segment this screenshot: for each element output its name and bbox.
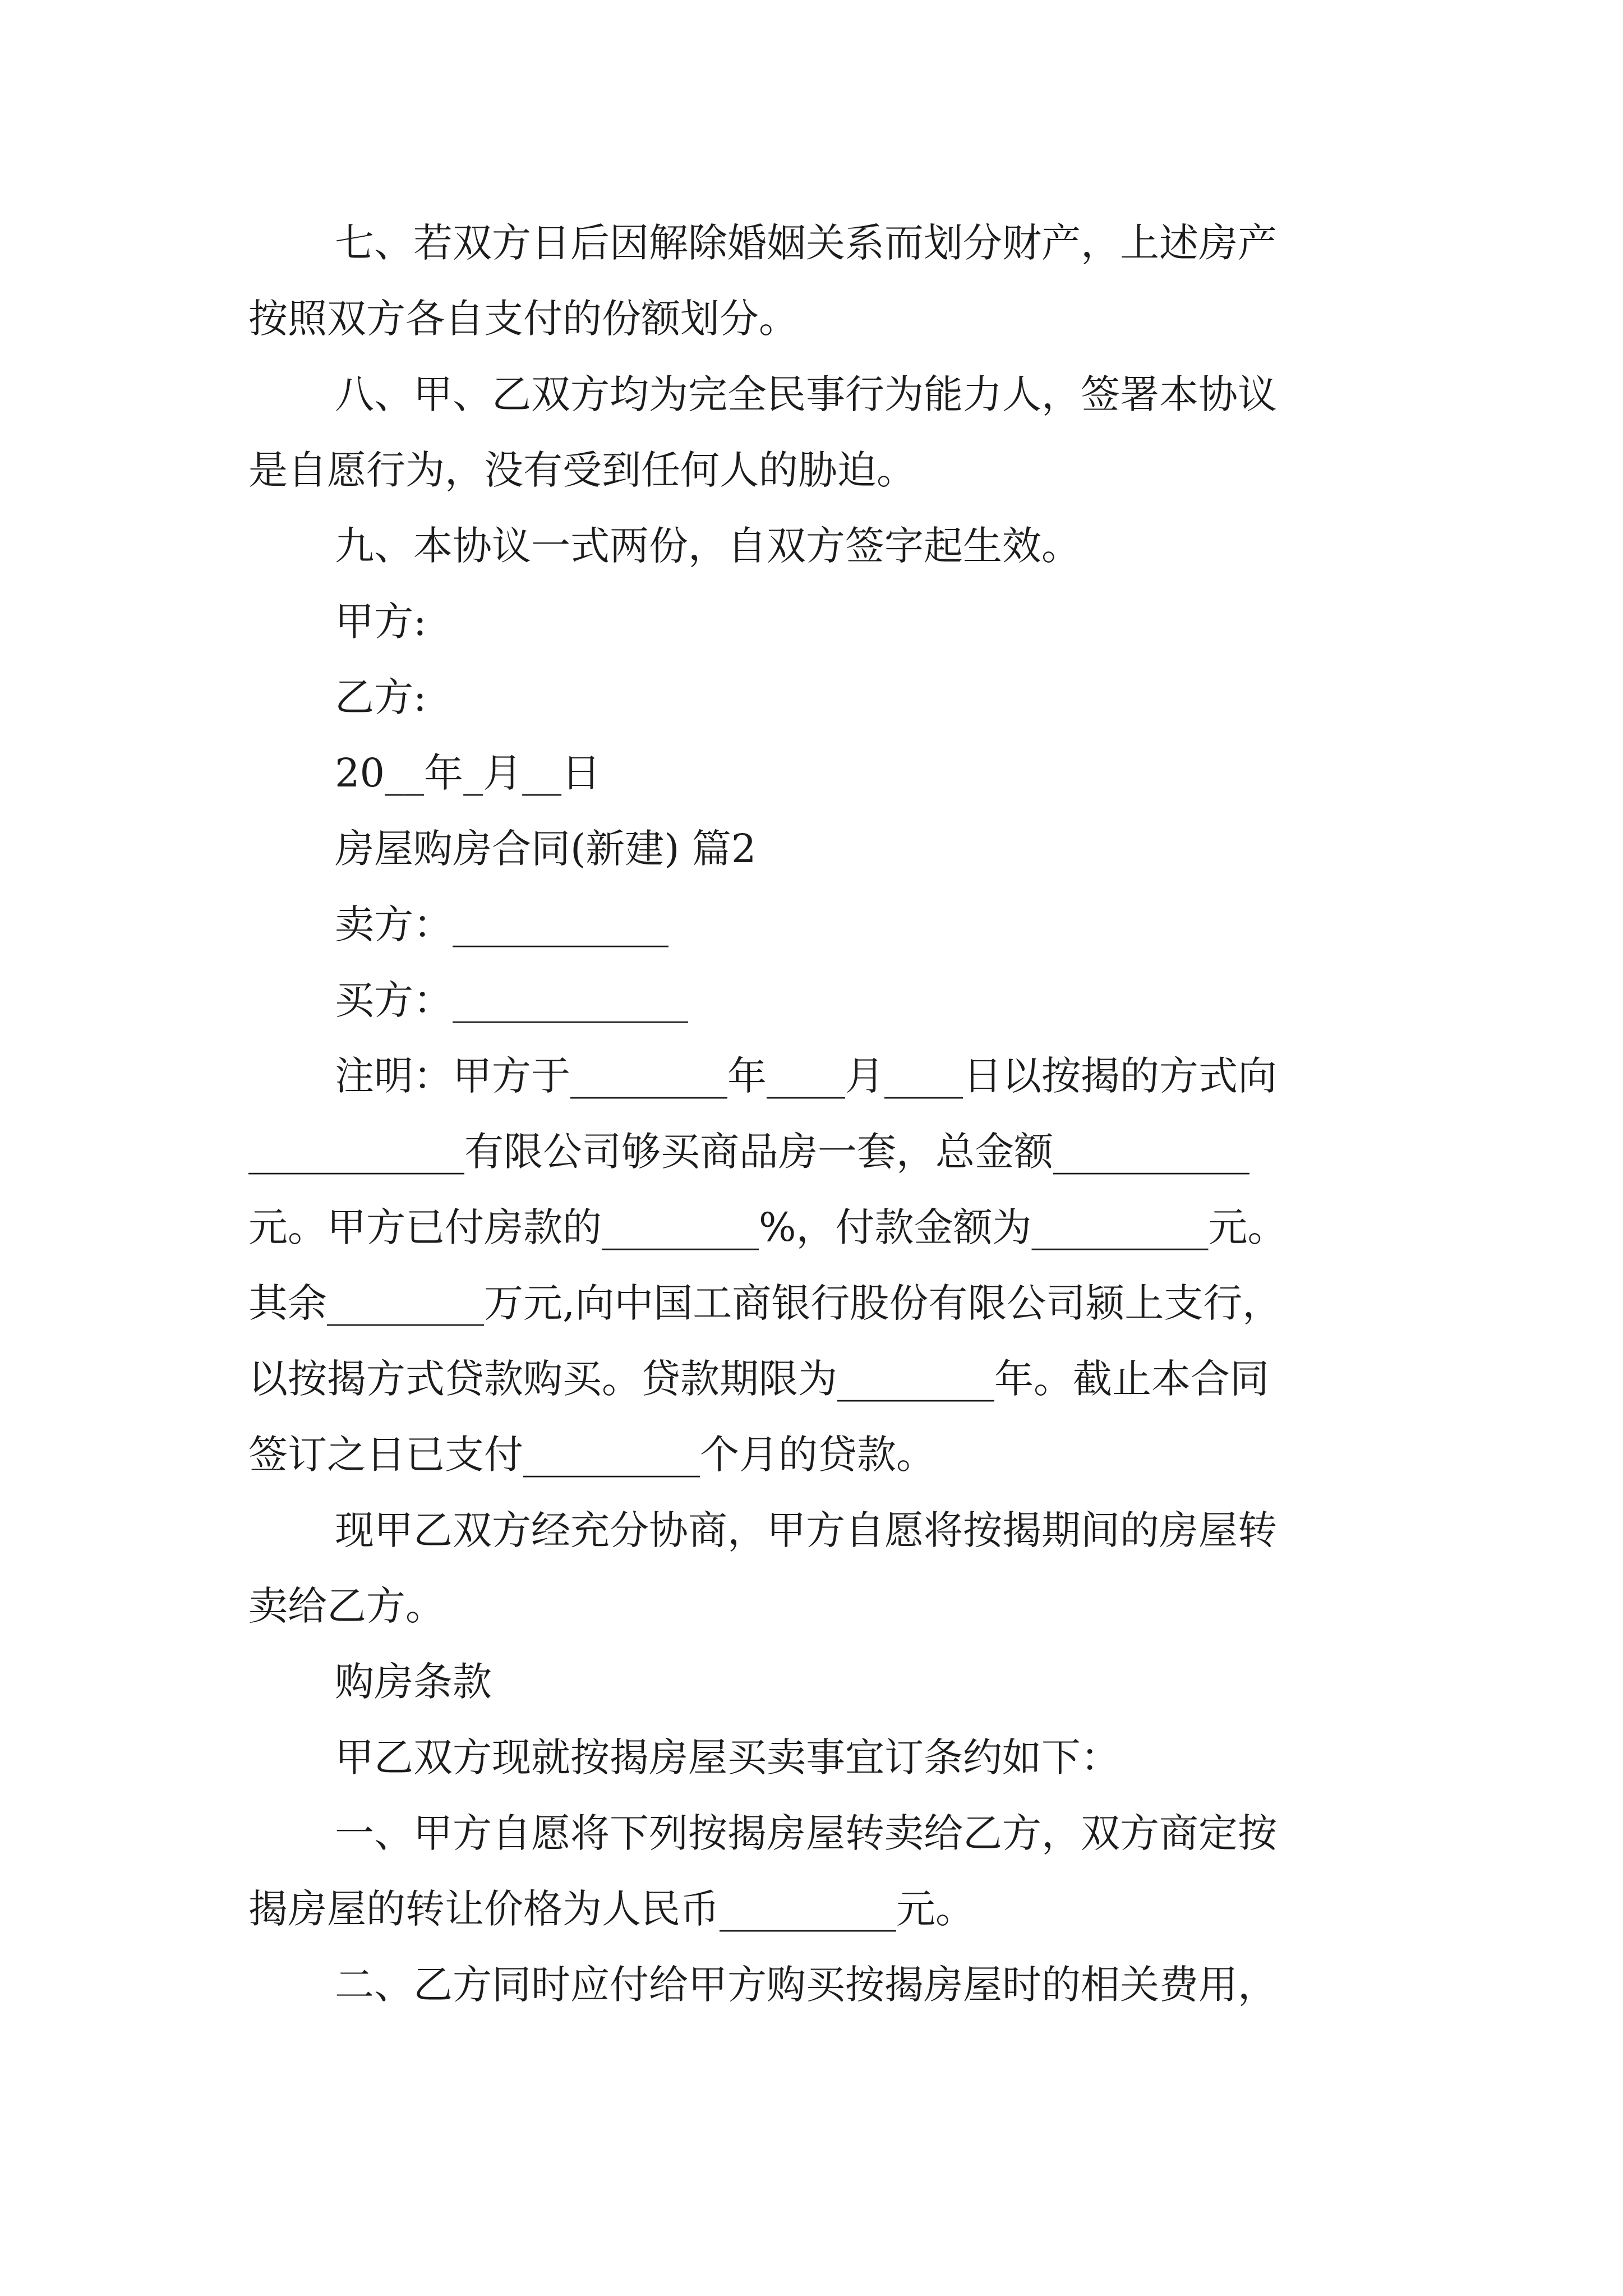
clause-7-line-1 (335, 215, 1277, 271)
consensus-line-1 (335, 1502, 1277, 1558)
line-text: 甲方: (335, 599, 427, 645)
line-text: 注明：甲方于________年____月____日以按揭的方式向 (335, 1053, 1277, 1099)
line-text: 房屋购房合同(新建) 篇2 (335, 826, 757, 872)
clause-7-line-2 (248, 291, 798, 347)
consensus-line-2 (248, 1578, 445, 1634)
line-text: 卖方：___________ (335, 901, 668, 947)
note-line-2 (248, 1124, 1249, 1180)
line-text: 乙方: (335, 674, 427, 720)
line-text: 九、本协议一式两份，自双方签字起生效。 (335, 523, 1081, 569)
party-b-signature-line (335, 669, 427, 725)
line-text: 购房条款 (335, 1659, 492, 1705)
line-text: 甲乙双方现就按揭房屋买卖事宜订条约如下： (335, 1734, 1120, 1780)
term-1-line-1 (335, 1805, 1277, 1861)
note-line-1 (335, 1048, 1277, 1104)
note-line-5 (248, 1351, 1269, 1407)
line-text: 二、乙方同时应付给甲方购买按揭房屋时的相关费用， (335, 1962, 1277, 2008)
terms-heading (335, 1654, 492, 1710)
line-text: 揭房屋的转让价格为人民币_________元。 (248, 1886, 975, 1932)
note-line-3 (248, 1199, 1287, 1255)
date-line (335, 745, 601, 801)
line-text: 是自愿行为，没有受到任何人的胁迫。 (248, 447, 916, 493)
seller-line (335, 896, 668, 953)
line-text: 元。甲方已付房款的________%，付款金额为_________元。 (248, 1204, 1287, 1250)
line-text: 以按揭方式贷款购买。贷款期限为________年。截止本合同 (248, 1356, 1269, 1402)
clause-8-line-1 (335, 366, 1277, 422)
terms-intro (335, 1729, 1120, 1786)
clause-9-line-1 (335, 518, 1081, 574)
buyer-line (335, 972, 688, 1028)
party-a-signature-line (335, 593, 427, 650)
line-text: 签订之日已支付_________个月的贷款。 (248, 1432, 935, 1478)
line-text: 八、甲、乙双方均为完全民事行为能力人，签署本协议 (335, 371, 1277, 417)
term-1-line-2 (248, 1881, 975, 1937)
line-text: 卖给乙方。 (248, 1583, 445, 1629)
line-text: 买方：____________ (335, 977, 688, 1023)
line-text: 其余________万元,向中国工商银行股份有限公司颍上支行， (248, 1280, 1282, 1326)
line-text: 20__年_月__日 (335, 750, 601, 796)
line-text: 七、若双方日后因解除婚姻关系而划分财产，上述房产 (335, 220, 1277, 266)
line-text: ___________有限公司够买商品房一套，总金额__________ (248, 1129, 1249, 1175)
term-2-line-1 (335, 1957, 1277, 2013)
section-title (335, 821, 756, 877)
note-line-6 (248, 1427, 935, 1483)
clause-8-line-2 (248, 442, 916, 498)
line-text: 按照双方各自支付的份额划分。 (248, 296, 798, 342)
line-text: 现甲乙双方经充分协商，甲方自愿将按揭期间的房屋转 (335, 1507, 1277, 1553)
line-text: 一、甲方自愿将下列按揭房屋转卖给乙方，双方商定按 (335, 1810, 1277, 1856)
note-line-4 (248, 1275, 1281, 1331)
